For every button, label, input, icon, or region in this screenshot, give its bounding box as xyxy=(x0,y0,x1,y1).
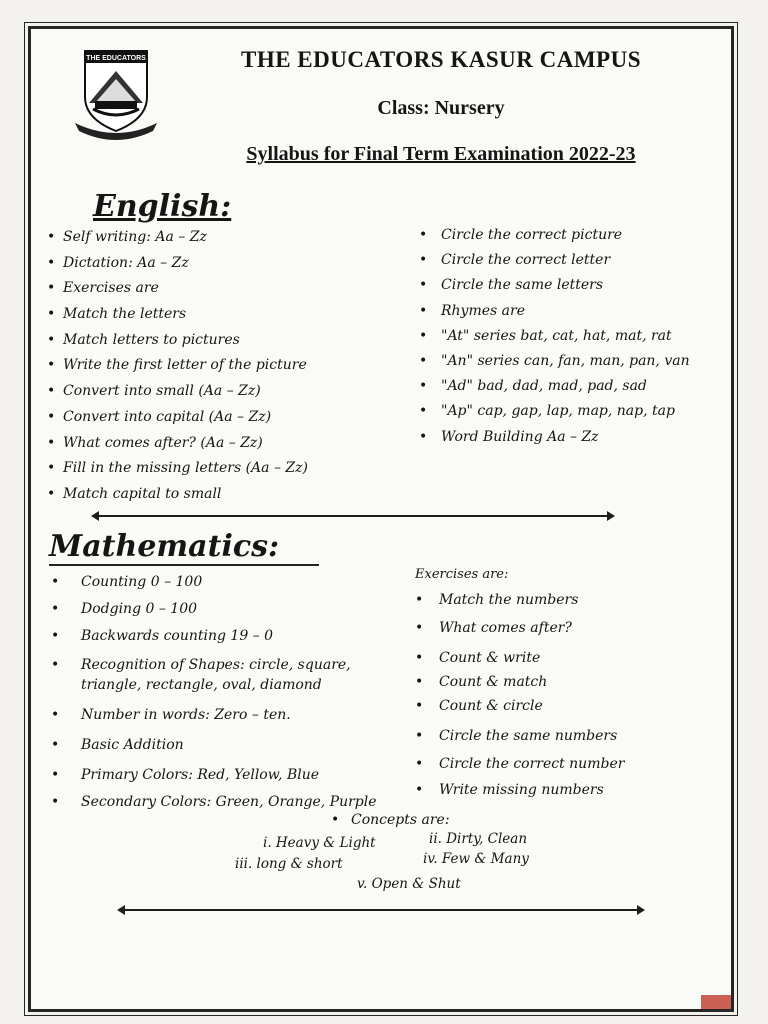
list-item: • Number in words: Zero – ten. xyxy=(51,707,377,737)
english-heading: English: xyxy=(93,189,232,224)
list-item: • Dodging 0 – 100 xyxy=(51,601,377,628)
list-item: • "Ad" bad, dad, mad, pad, sad xyxy=(419,378,690,403)
list-item: • Count & write xyxy=(415,650,624,674)
list-item: • Word Building Aa – Zz xyxy=(419,429,690,454)
list-item: • Write missing numbers xyxy=(415,782,624,809)
list-item: • Circle the correct number xyxy=(415,756,624,782)
list-item: • Dictation: Aa – Zz xyxy=(47,255,308,281)
list-item: • Counting 0 – 100 xyxy=(51,574,377,601)
list-item: • Circle the same numbers xyxy=(415,728,624,756)
list-item: • Circle the correct picture xyxy=(419,227,690,252)
list-item: • "At" series bat, cat, hat, mat, rat xyxy=(419,328,690,353)
concept-item: iii. long & short xyxy=(235,856,343,872)
mathematics-right-list xyxy=(415,592,624,809)
english-left-list xyxy=(47,229,308,512)
svg-text:THE EDUCATORS: THE EDUCATORS xyxy=(86,55,146,62)
list-item: • "An" series can, fan, man, pan, van xyxy=(419,353,690,378)
list-item: • Circle the same letters xyxy=(419,277,690,302)
list-item: • Write the first letter of the picture xyxy=(47,357,308,383)
section-divider-arrow xyxy=(125,909,637,911)
mathematics-heading: Mathematics: xyxy=(49,529,319,566)
list-item: • Count & circle xyxy=(415,698,624,728)
list-item: • Match the letters xyxy=(47,306,308,332)
list-item: • Convert into capital (Aa – Zz) xyxy=(47,409,308,435)
page-corner-mark xyxy=(701,995,731,1009)
list-item: • Match letters to pictures xyxy=(47,332,308,358)
english-right-list xyxy=(419,227,690,454)
list-item: • Self writing: Aa – Zz xyxy=(47,229,308,255)
list-item: • Basic Addition xyxy=(51,737,377,767)
concept-item: v. Open & Shut xyxy=(357,876,461,892)
list-item: • Count & match xyxy=(415,674,624,698)
concept-item: i. Heavy & Light xyxy=(263,835,376,851)
concept-item: ii. Dirty, Clean xyxy=(429,831,528,847)
list-item: • Exercises are xyxy=(47,280,308,306)
list-item: • Backwards counting 19 – 0 xyxy=(51,628,377,655)
school-name: THE EDUCATORS KASUR CAMPUS xyxy=(240,47,641,72)
list-item: • Match the numbers xyxy=(415,592,624,620)
concept-item: iv. Few & Many xyxy=(423,851,529,867)
class-name: Class: Nursery xyxy=(377,97,505,119)
list-item: • Primary Colors: Red, Yellow, Blue xyxy=(51,767,377,794)
list-item: • Convert into small (Aa – Zz) xyxy=(47,383,308,409)
list-item: • Fill in the missing letters (Aa – Zz) xyxy=(47,460,308,486)
section-divider-arrow xyxy=(99,515,607,517)
syllabus-page xyxy=(28,26,734,1012)
list-item: • Match capital to small xyxy=(47,486,308,512)
school-crest-logo xyxy=(73,45,159,141)
concepts-heading: • Concepts are: xyxy=(331,812,450,828)
exercises-heading: Exercises are: xyxy=(415,567,509,582)
list-item: • "Ap" cap, gap, lap, map, nap, tap xyxy=(419,403,690,428)
list-item: • Rhymes are xyxy=(419,303,690,328)
mathematics-left-list xyxy=(51,574,377,821)
concepts-heading-list xyxy=(331,812,450,828)
list-item: • Secondary Colors: Green, Orange, Purple xyxy=(51,794,377,821)
syllabus-title: Syllabus for Final Term Examination 2022-23 xyxy=(246,143,636,165)
list-item: • Recognition of Shapes: circle, square, triangle, rectangle, oval, diamond xyxy=(51,655,361,707)
list-item: • What comes after? (Aa – Zz) xyxy=(47,435,308,461)
list-item: • What comes after? xyxy=(415,620,624,650)
list-item: • Circle the correct letter xyxy=(419,252,690,277)
